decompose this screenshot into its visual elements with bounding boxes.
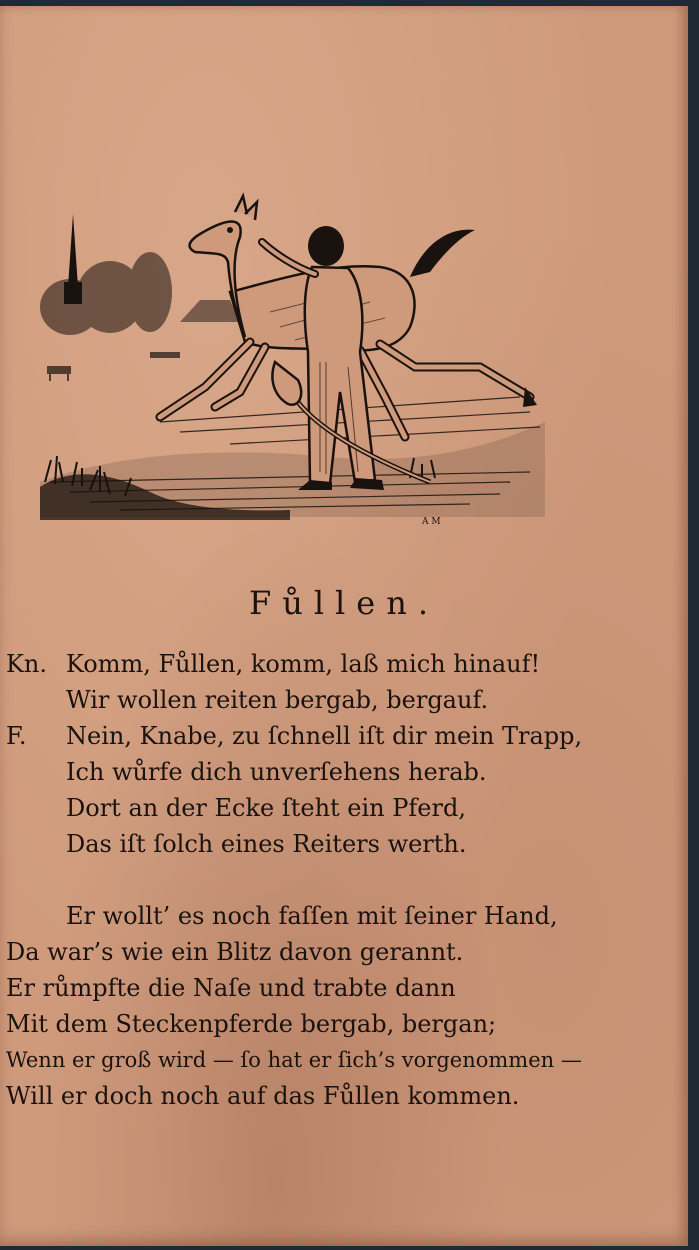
verse-line: Das iſt ſolch eines Reiters werth. <box>66 830 467 858</box>
verse-line: Komm, Fůllen, komm, laß mich hinauf! <box>66 650 541 678</box>
verse-line: Nein, Knabe, zu ſchnell iſt dir mein Trapp, <box>66 722 583 750</box>
verse-line: Ich wůrfe dich unverſehens herab. <box>66 758 487 786</box>
verse-line: Wir wollen reiten bergab, bergauf. <box>66 686 489 714</box>
speaker-label: F. <box>6 722 27 750</box>
verse-line: Will er doch noch auf das Fůllen kommen. <box>6 1082 520 1110</box>
verse-line: Er růmpfte die Naſe und trabte dann <box>6 974 456 1002</box>
verse-line: Dort an der Ecke ſteht ein Pferd, <box>66 794 466 822</box>
engraver-signature: A M <box>422 517 441 527</box>
boy-and-foal-engraving <box>30 182 550 532</box>
book-page <box>0 6 688 1246</box>
speaker-label: Kn. <box>6 650 48 678</box>
verse-line: Er wollt’ es noch faſſen mit ſeiner Hand, <box>66 902 558 930</box>
poem-title: Fůllen. <box>249 584 439 622</box>
verse-line: Wenn er groß wird — ſo hat er ſich’s vorgenommen — <box>6 1048 582 1072</box>
verse-line: Mit dem Steckenpferde bergab, bergan; <box>6 1010 497 1038</box>
verse-line: Da war’s wie ein Blitz davon gerannt. <box>6 938 464 966</box>
